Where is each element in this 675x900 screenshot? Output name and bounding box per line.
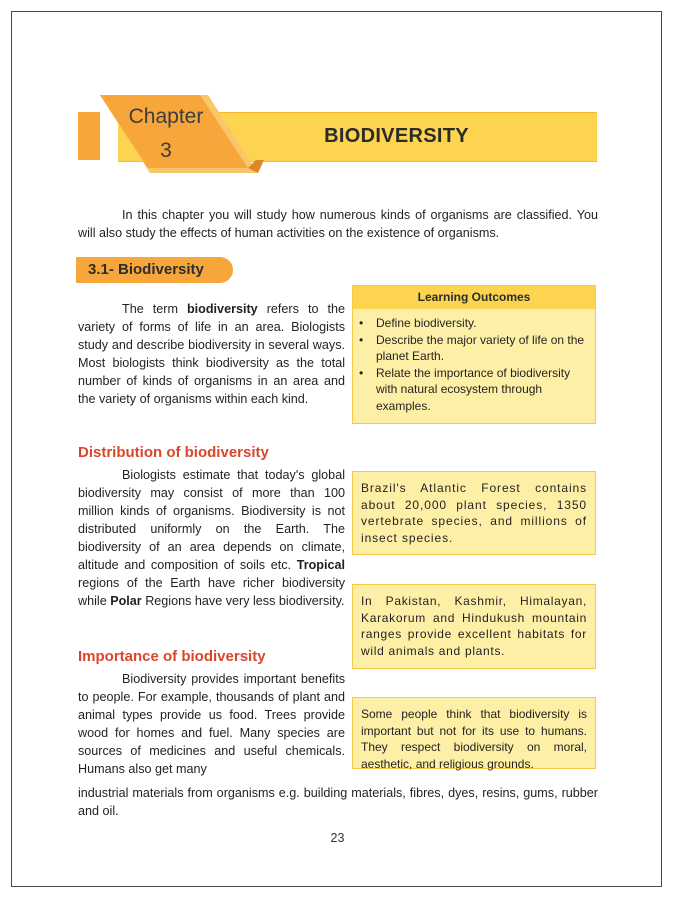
bullet-icon: • [359,332,364,347]
chapter-title: BIODIVERSITY [324,125,469,147]
fact-box-moral [352,697,596,769]
learning-outcomes-list [353,315,595,414]
fact-box-pakistan [352,584,596,669]
list-item [359,332,587,365]
learning-outcomes-box [352,285,596,424]
intro-text: In this chapter you will study how numerous kinds of organisms are classified. You will also study the effects of human activities on the existence of organisms. [78,208,598,240]
bullet-icon: • [359,365,364,380]
page-number: 23 [330,831,345,845]
list-item [359,365,587,415]
learning-outcomes-title: Learning Outcomes [353,286,595,309]
distribution-text-a: Biologists estimate that today's global biodiversity may consist of more than 100 million kinds of organisms. Biodiversity is not distributed uniformly on the Earth. The biodiversity of an area depends on climate, altitude and composition of soils etc. [78,468,345,572]
definition-text-end: refers to the variety of forms of life in an area. Biologists study and describe biodiversity in several ways. Most biologists think biodiversity as the total number of kinds of organisms in an area and the variety of organisms within each kind. [78,302,346,406]
term-polar: Polar [110,594,142,608]
importance-continuation [78,784,598,820]
section-heading-text: 3.1- Biodiversity [88,261,204,278]
chapter-label: Chapter [128,105,204,128]
fact-text: Brazil's Atlantic Forest contains about 20,000 plant species, 1350 vertebrate species, and millions of insect species. [361,481,587,545]
distribution-paragraph [78,466,345,610]
fact-text: Some people think that biodiversity is important but not for its use to humans. They respect biodiversity on moral, aesthetic, and religious grounds. [361,707,587,771]
term-tropical: Tropical [296,558,345,572]
chapter-banner [78,95,597,175]
importance-heading: Importance of biodiversity [78,648,266,665]
term-biodiversity: biodiversity [186,302,258,316]
biodiversity-definition [78,300,345,408]
chapter-number: 3 [160,139,172,162]
importance-section [78,670,345,778]
chapter-intro [78,206,598,242]
distribution-text-c: Regions have very less biodiversity. [141,594,345,608]
list-item [359,315,587,332]
distribution-text-b: regions of the Earth have richer biodiversity while [78,576,345,608]
outcome-text: Relate the importance of biodiversity with natural ecosystem through examples. [376,365,571,413]
importance-paragraph: Biodiversity provides important benefits to people. For example, thousands of plant and animal types provide us food. Trees provide wood for homes and fuel. Many species are sources of medicines and useful chemicals. Humans also get many [78,672,345,776]
importance-paragraph-tail: industrial materials from organisms e.g. building materials, fibres, dyes, resins, gums, rubber and oil. [78,786,598,818]
distribution-heading: Distribution of biodiversity [78,444,269,461]
section-heading [76,257,233,283]
outcome-text: Describe the major variety of life on the planet Earth. [376,332,585,363]
definition-text-start: The term [122,302,187,316]
outcome-text: Define biodiversity. [376,316,477,330]
distribution-section [78,466,345,610]
definition-paragraph [78,300,345,408]
fact-box-brazil [352,471,596,555]
bullet-icon: • [359,316,364,330]
fact-text: In Pakistan, Kashmir, Himalayan, Karakorum and Hindukush mountain ranges provide excellent habitats for wild animals and plants. [361,594,587,658]
